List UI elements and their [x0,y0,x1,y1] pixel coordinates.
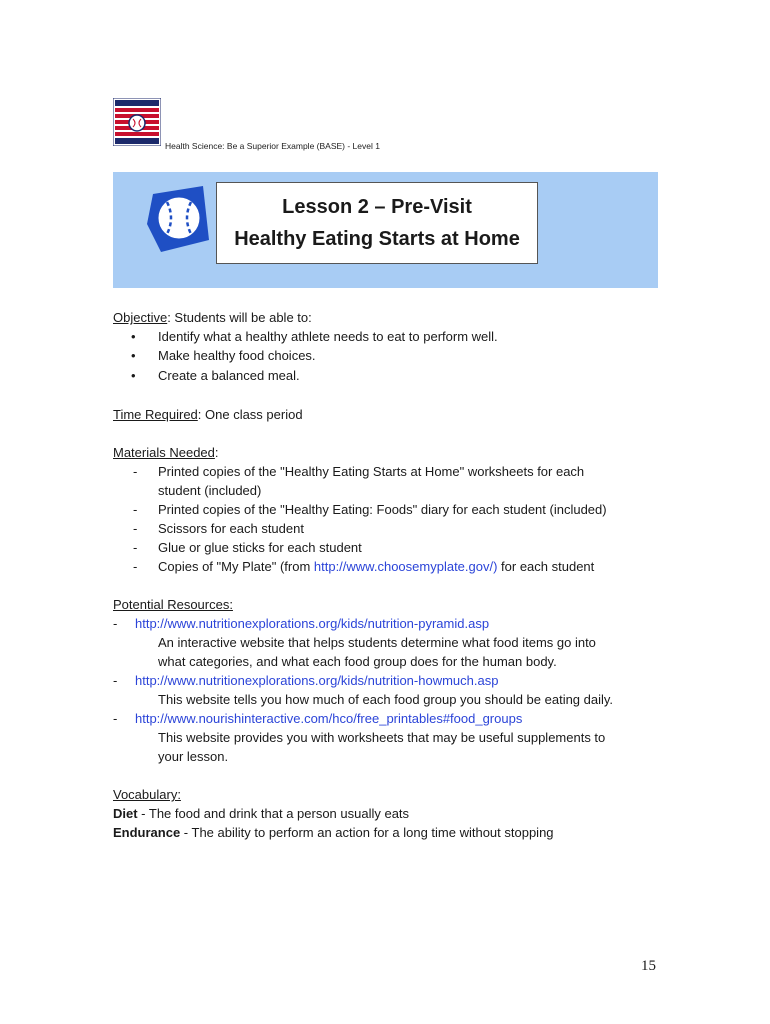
list-dash: - [133,540,138,555]
list-dash: - [133,521,138,536]
objective-bullet: • [131,368,136,383]
list-dash: - [113,711,118,726]
list-dash: - [113,616,118,631]
lesson-title-box [216,182,538,264]
lesson-banner [113,172,658,288]
materials-item: Copies of "My Plate" (from http://www.choosemyplate.gov/) for each student [158,559,595,574]
materials-item: student (included) [158,483,262,498]
list-dash: - [133,464,138,479]
lesson-subtitle: Healthy Eating Starts at Home [234,228,520,250]
resource-description: what categories, and what each food group does for the human body. [158,654,557,669]
objective-bullet: • [131,329,136,344]
materials-item: Scissors for each student [158,521,304,536]
objective-item: Make healthy food choices. [158,348,316,363]
vocabulary-entry: Endurance - The ability to perform an action for a long time without stopping [113,825,554,840]
resource-link-pyramid[interactable]: http://www.nutritionexplorations.org/kids/nutrition-pyramid.asp [135,616,490,631]
vocabulary-heading: Vocabulary: [113,787,181,802]
resource-link-howmuch[interactable]: http://www.nutritionexplorations.org/kids/nutrition-howmuch.asp [135,673,499,688]
resource-description: your lesson. [158,749,229,764]
list-dash: - [133,559,138,574]
materials-item: Glue or glue sticks for each student [158,540,362,555]
materials-item: Printed copies of the "Healthy Eating Starts at Home" worksheets for each [158,464,585,479]
materials-item: Printed copies of the "Healthy Eating: Foods" diary for each student (included) [158,502,607,517]
header-note: Health Science: Be a Superior Example (BASE) - Level 1 [165,141,380,151]
resource-link-printables[interactable]: http://www.nourishinteractive.com/hco/free_printables#food_groups [135,711,523,726]
resource-description: An interactive website that helps students determine what food items go into [158,635,596,650]
objective-item: Identify what a healthy athlete needs to eat to perform well. [158,329,498,344]
time-required: Time Required: One class period [113,407,303,422]
objective-heading: Objective: Students will be able to: [113,310,312,325]
choosemyplate-link[interactable]: http://www.choosemyplate.gov/) [313,559,498,574]
vocabulary-entry: Diet - The food and drink that a person usually eats [113,806,410,821]
page-number: 15 [641,958,656,974]
list-dash: - [113,673,118,688]
lesson-title: Lesson 2 – Pre-Visit [282,196,472,218]
list-dash: - [133,502,138,517]
objective-bullet: • [131,348,136,363]
materials-heading: Materials Needed: [113,445,219,460]
objective-item: Create a balanced meal. [158,368,300,383]
resource-description: This website provides you with worksheets that may be useful supplements to [158,730,606,745]
resource-description: This website tells you how much of each food group you should be eating daily. [158,692,614,707]
baseball-hall-of-fame-logo [113,98,161,146]
baseball-emblem [139,180,217,258]
resources-heading: Potential Resources: [113,597,233,612]
